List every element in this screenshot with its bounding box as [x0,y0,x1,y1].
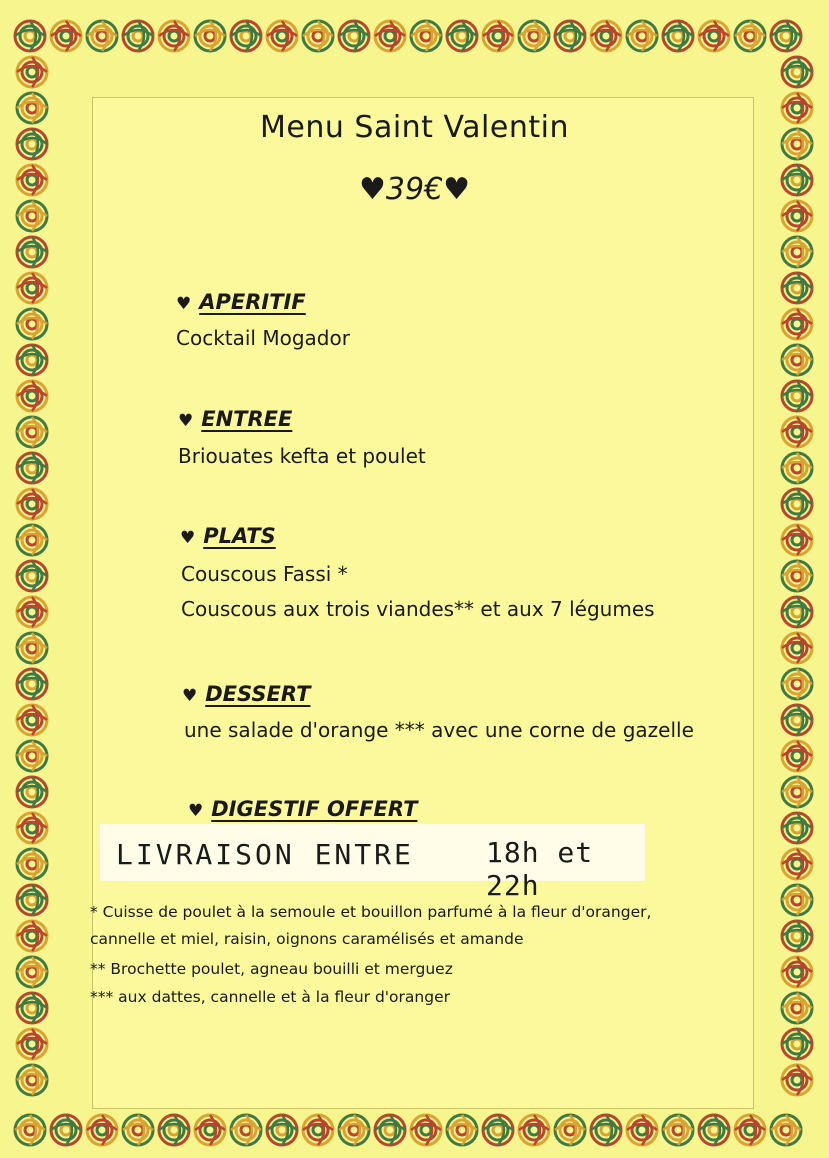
knot-ornament [195,1115,225,1145]
knot-ornament [17,633,47,663]
knot-ornament [17,813,47,843]
knot-ornament [375,1115,405,1145]
knot-ornament [17,777,47,807]
footnote: * Cuisse de poulet à la semoule et bouillon parfumé à la fleur d'oranger, [90,903,652,921]
knot-ornament [782,525,812,555]
knot-ornament [627,1115,657,1145]
knot-ornament [782,957,812,987]
knot-ornament [782,561,812,591]
delivery-hours: 18h et 22h [486,836,594,902]
knot-ornament [771,21,801,51]
knot-ornament [782,669,812,699]
section-dessert [182,682,310,706]
knot-ornament [15,21,45,51]
knot-ornament [17,921,47,951]
heart-icon: ♥ [176,294,192,314]
knot-ornament [782,1065,812,1095]
knot-ornament [699,1115,729,1145]
knot-ornament [519,21,549,51]
knot-ornament [782,849,812,879]
knot-ornament [447,21,477,51]
delivery-text: LIVRAISON ENTRE [116,838,414,871]
knot-ornament [87,21,117,51]
knot-ornament [123,21,153,51]
knot-ornament [267,1115,297,1145]
knot-ornament [123,1115,153,1145]
knot-ornament [17,1029,47,1059]
knot-ornament [17,345,47,375]
knot-ornament [303,21,333,51]
menu-item: Couscous Fassi * [181,562,348,586]
knot-ornament [17,849,47,879]
knot-ornament [411,1115,441,1145]
knot-ornament [17,1065,47,1095]
knot-ornament [735,1115,765,1145]
section-label: DIGESTIF OFFERT [211,797,418,821]
knot-ornament [17,273,47,303]
section-digestif [188,797,417,821]
section-label: DESSERT [205,682,311,706]
knot-ornament [782,597,812,627]
menu-item: Couscous aux trois viandes** et aux 7 légumes [181,597,655,621]
knot-ornament [782,885,812,915]
knot-ornament [17,57,47,87]
knot-ornament [17,237,47,267]
knot-ornament [735,21,765,51]
delivery-label [100,824,645,902]
knot-ornament [782,381,812,411]
knot-ornament [339,21,369,51]
knot-ornament [782,57,812,87]
knot-ornament [555,21,585,51]
knot-ornament [699,21,729,51]
knot-ornament [782,1029,812,1059]
knot-ornament [17,669,47,699]
knot-ornament [17,417,47,447]
menu-item: Cocktail Mogador [176,326,350,350]
knot-ornament [411,21,441,51]
knot-ornament [17,705,47,735]
knot-ornament [231,1115,261,1145]
knot-ornament [51,1115,81,1145]
heart-icon: ♥ [180,528,196,548]
menu-item: Briouates kefta et poulet [178,444,426,468]
knot-ornament [17,525,47,555]
knot-ornament [51,21,81,51]
menu-item: une salade d'orange *** avec une corne de gazelle [184,718,694,742]
knot-ornament [17,885,47,915]
knot-ornament [15,1115,45,1145]
knot-ornament [782,921,812,951]
knot-ornament [87,1115,117,1145]
knot-ornament [782,417,812,447]
knot-ornament [782,345,812,375]
knot-ornament [782,489,812,519]
heart-icon: ♥ [188,801,204,821]
knot-ornament [591,21,621,51]
knot-ornament [519,1115,549,1145]
knot-ornament [782,705,812,735]
section-label: APERITIF [199,290,306,314]
knot-ornament [195,21,225,51]
section-plats [180,524,276,548]
knot-ornament [782,777,812,807]
knot-ornament [555,1115,585,1145]
section-label: PLATS [203,524,276,548]
knot-ornament [17,597,47,627]
knot-ornament [339,1115,369,1145]
knot-ornament [782,309,812,339]
menu-price: ♥39€♥ [358,172,471,207]
knot-ornament [375,21,405,51]
knot-ornament [17,993,47,1023]
knot-ornament [267,21,297,51]
knot-ornament [303,1115,333,1145]
section-entree [178,407,292,431]
footnote: *** aux dattes, cannelle et à la fleur d'oranger [90,988,450,1006]
menu-title: Menu Saint Valentin [260,110,569,145]
section-label: ENTREE [201,407,293,431]
heart-icon: ♥ [182,686,198,706]
knot-ornament [782,273,812,303]
knot-ornament [771,1115,801,1145]
knot-ornament [782,741,812,771]
knot-ornament [447,1115,477,1145]
knot-ornament [159,21,189,51]
footnote: ** Brochette poulet, agneau bouilli et merguez [90,960,453,978]
knot-ornament [663,1115,693,1145]
footnote: cannelle et miel, raisin, oignons caramélisés et amande [90,930,524,948]
knot-ornament [483,21,513,51]
knot-ornament [17,957,47,987]
knot-ornament [159,1115,189,1145]
heart-icon: ♥ [178,411,194,431]
knot-ornament [627,21,657,51]
knot-ornament [483,1115,513,1145]
knot-ornament [782,993,812,1023]
knot-ornament [17,309,47,339]
knot-ornament [782,813,812,843]
knot-ornament [782,237,812,267]
section-aperitif [176,290,306,314]
knot-ornament [17,561,47,591]
knot-ornament [782,453,812,483]
knot-ornament [17,453,47,483]
knot-ornament [17,489,47,519]
knot-ornament [17,381,47,411]
knot-ornament [591,1115,621,1145]
knot-ornament [17,741,47,771]
knot-ornament [663,21,693,51]
knot-ornament [782,633,812,663]
knot-ornament [231,21,261,51]
